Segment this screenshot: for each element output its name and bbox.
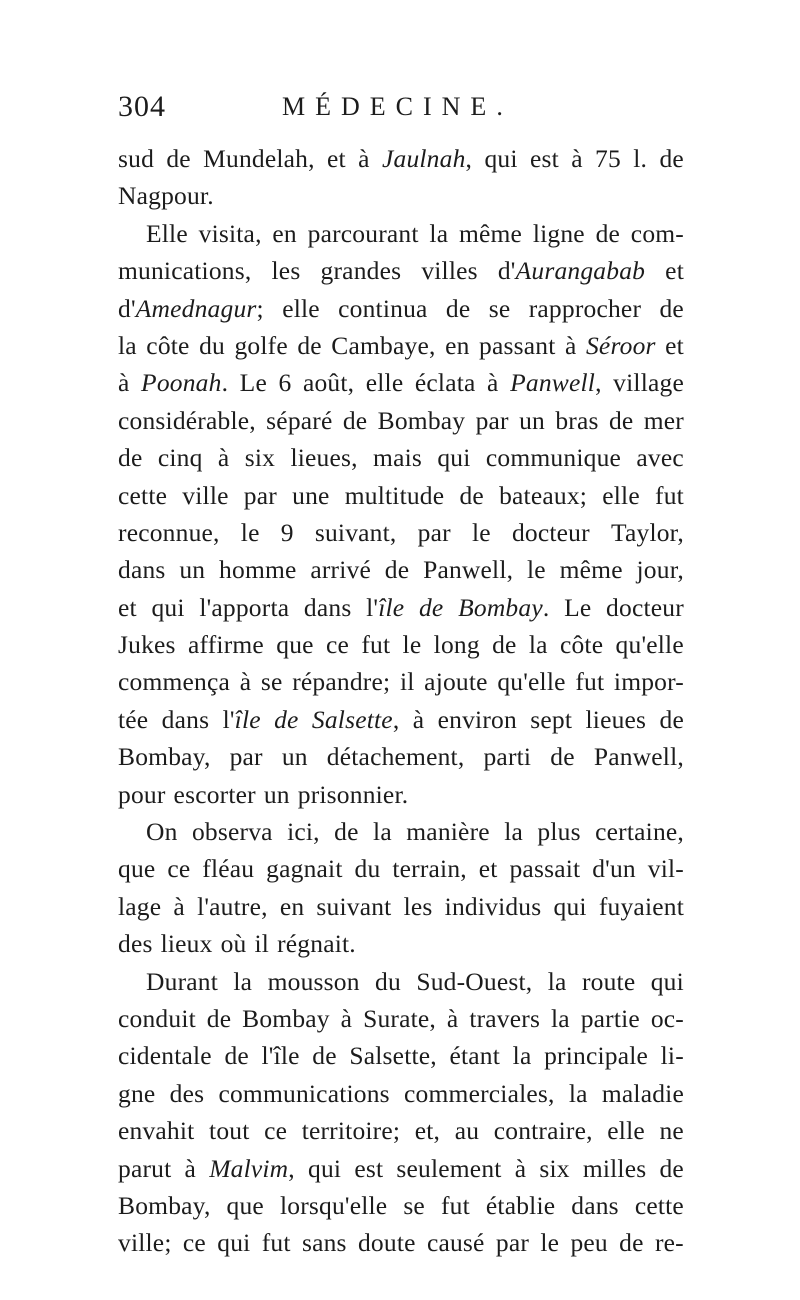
word: régnait.	[277, 929, 356, 959]
word: reconnue,	[118, 517, 220, 547]
word: à	[173, 891, 185, 921]
word: causé	[426, 1228, 485, 1258]
word: six	[244, 443, 276, 473]
word: fut	[655, 480, 684, 510]
word: à	[514, 1153, 527, 1183]
word: Salsette,	[311, 704, 400, 734]
word: Bombay.	[458, 592, 550, 622]
word: à	[412, 704, 425, 734]
text-line	[118, 888, 684, 925]
word: sept	[530, 704, 573, 734]
word: est	[529, 144, 559, 173]
text-line	[118, 1150, 684, 1187]
word: de	[608, 405, 634, 435]
word: Panwell,	[593, 742, 684, 772]
word: même	[458, 218, 523, 248]
word: de	[595, 218, 621, 248]
word: passait	[509, 854, 581, 884]
word: à	[340, 1003, 353, 1033]
word: Cambaye,	[331, 330, 436, 360]
word: Le	[239, 368, 267, 398]
text-line	[118, 813, 684, 850]
word: gne	[118, 1078, 156, 1108]
word: la	[233, 966, 253, 996]
word: bras	[555, 405, 599, 435]
word: l'île	[222, 704, 261, 734]
word: com-	[630, 218, 684, 248]
word: et	[665, 330, 684, 360]
word: Bombay,	[118, 742, 211, 772]
word: un	[263, 779, 290, 809]
word: se	[260, 667, 283, 697]
word: fut	[575, 667, 605, 697]
body-text	[118, 140, 684, 1262]
word: communique	[485, 443, 622, 473]
word: elle	[602, 480, 640, 510]
word: environ	[437, 704, 517, 734]
word: long	[433, 630, 480, 660]
word: l'autre,	[197, 891, 268, 921]
word: de	[550, 742, 575, 772]
word: mais	[373, 443, 423, 473]
word: Sud-Ouest,	[416, 966, 533, 996]
word: la	[504, 817, 523, 847]
word: même	[559, 555, 623, 585]
text-line	[118, 626, 684, 663]
word: jour,	[636, 555, 684, 585]
word: elle	[365, 368, 404, 398]
word: Poonah.	[141, 368, 229, 398]
word: la	[429, 218, 449, 248]
word: côte	[559, 630, 604, 660]
word: côte	[146, 330, 190, 360]
word: multitude	[344, 480, 445, 510]
word: Jaulnah,	[381, 144, 473, 173]
word: passant	[479, 330, 556, 360]
word: détachement,	[326, 742, 465, 772]
word: à	[446, 1003, 459, 1033]
text-line	[118, 551, 684, 588]
word: un	[519, 405, 545, 435]
text-line	[118, 963, 684, 1000]
word: affirme	[187, 630, 264, 660]
word: seulement	[396, 1153, 502, 1183]
word: six	[539, 1153, 570, 1183]
word: d'Aurangabab	[497, 256, 646, 286]
word: le	[402, 630, 422, 660]
text-line	[118, 738, 684, 775]
word: 75	[595, 144, 621, 173]
word: sans	[301, 1228, 347, 1258]
word: par	[417, 517, 451, 547]
word: que	[276, 630, 314, 660]
word: village	[613, 368, 684, 398]
word: de	[166, 144, 191, 173]
word: Bombay	[377, 405, 466, 435]
word: homme	[219, 555, 297, 585]
word: un	[179, 555, 206, 585]
word: à	[487, 368, 499, 398]
text-line	[118, 589, 684, 626]
text-line	[118, 776, 684, 813]
word: la	[118, 330, 137, 360]
word: ce	[264, 1116, 288, 1146]
word: impor-	[613, 667, 684, 697]
word: de	[274, 704, 299, 734]
text-line	[118, 1224, 684, 1261]
word: que	[118, 854, 156, 884]
word: Taylor,	[610, 517, 684, 547]
word: milles	[582, 1153, 647, 1183]
word: mousson	[267, 966, 360, 996]
word: maladie	[601, 1078, 684, 1108]
word: parti	[483, 742, 532, 772]
word: de	[297, 330, 322, 360]
word: de	[312, 1041, 337, 1071]
word: qui	[437, 443, 471, 473]
word: à	[564, 330, 577, 360]
word: la	[547, 966, 567, 996]
word: Surate,	[363, 1003, 436, 1033]
word: qu'elle	[615, 630, 684, 660]
text-line	[118, 1075, 684, 1112]
word: le	[240, 517, 260, 547]
word: les	[271, 256, 301, 286]
word: ce	[325, 630, 350, 660]
word: cidentale	[118, 1041, 212, 1071]
word: qui	[553, 891, 587, 921]
word: dans	[161, 704, 210, 734]
word: docteur	[606, 592, 684, 622]
word: le	[527, 555, 546, 585]
word: de	[118, 443, 143, 473]
word: qui	[308, 1153, 342, 1183]
word: au	[454, 1116, 480, 1146]
word: avec	[636, 443, 684, 473]
word: où	[220, 929, 247, 959]
word: Elle	[146, 218, 188, 248]
word: et	[327, 144, 346, 173]
word: commerciales,	[404, 1078, 555, 1108]
word: une	[292, 480, 330, 510]
word: par	[475, 405, 509, 435]
text-line	[118, 850, 684, 887]
word: li-	[660, 1041, 684, 1071]
word: de	[445, 293, 471, 323]
word: de	[659, 1153, 684, 1183]
word: bateaux;	[499, 480, 588, 510]
word: conduit	[118, 1003, 196, 1033]
word: munications,	[118, 256, 252, 286]
word: l'île	[366, 592, 405, 622]
word: d'un	[592, 854, 636, 884]
word: le	[540, 1228, 560, 1258]
word: de	[224, 1041, 249, 1071]
word: docteur	[511, 517, 590, 547]
word: Panwell,	[510, 368, 602, 398]
word: tout	[209, 1116, 250, 1146]
word: Mundelah,	[203, 144, 315, 173]
word: à	[184, 1153, 197, 1183]
text-line	[118, 252, 684, 289]
word: oc-	[650, 1003, 684, 1033]
word: continua	[338, 293, 428, 323]
word: Le	[564, 592, 592, 622]
word: rapprocher	[528, 293, 642, 323]
word: ne	[659, 1116, 684, 1146]
word: en	[272, 218, 297, 248]
word: escorter	[173, 779, 256, 809]
word: lage	[118, 891, 162, 921]
word: établie	[485, 1190, 556, 1220]
word: éclata	[414, 368, 476, 398]
text-line	[118, 364, 684, 401]
word: suivant,	[314, 517, 397, 547]
word: 6	[278, 368, 292, 398]
word: Bombay	[242, 1003, 330, 1033]
word: elle	[607, 1116, 645, 1146]
word: des	[169, 1078, 205, 1108]
word: qui	[484, 144, 518, 173]
word: l'apporta	[199, 592, 290, 622]
word: travers	[469, 1003, 541, 1033]
text-line	[118, 327, 684, 364]
word: et	[118, 592, 137, 622]
word: de	[659, 293, 684, 323]
word: de	[659, 704, 684, 734]
word: observa	[191, 817, 273, 847]
word: par	[495, 1228, 530, 1258]
word: Panwell,	[423, 555, 514, 585]
word: considérable,	[118, 405, 256, 435]
text-line	[118, 402, 684, 439]
word: par	[243, 480, 277, 510]
word: se	[488, 293, 511, 323]
word: ville;	[118, 1228, 172, 1258]
word: de	[619, 1228, 644, 1258]
word: et	[665, 256, 684, 286]
word: Durant	[146, 966, 219, 996]
word: fléau	[202, 854, 255, 884]
word: le	[471, 517, 491, 547]
word: de	[342, 405, 368, 435]
word: d'Amednagur;	[118, 293, 264, 323]
word: août,	[302, 368, 355, 398]
word: prisonnier.	[297, 779, 409, 809]
page-header	[118, 90, 688, 130]
text-line	[118, 140, 684, 177]
word: fut	[440, 1190, 470, 1220]
word: des	[118, 929, 153, 959]
word: étant	[449, 1041, 501, 1071]
word: Bombay,	[118, 1190, 211, 1220]
word: lieux	[160, 929, 213, 959]
word: parcourant	[307, 218, 419, 248]
word: manière	[406, 817, 490, 847]
word: vil-	[647, 854, 684, 884]
word: communications	[218, 1078, 390, 1108]
word: la	[568, 1078, 588, 1108]
word: cette	[118, 480, 168, 510]
text-line	[118, 663, 684, 700]
word: par	[229, 742, 263, 772]
word: lieues	[585, 704, 647, 734]
word: On	[146, 817, 178, 847]
word: plus	[537, 817, 581, 847]
word: lorsqu'elle	[279, 1190, 388, 1220]
word: villes	[421, 256, 478, 286]
word: du	[199, 330, 225, 360]
word: partie	[580, 1003, 640, 1033]
word: lieues,	[290, 443, 358, 473]
text-line	[118, 701, 684, 738]
word: du	[354, 854, 381, 884]
word: Salsette,	[349, 1041, 437, 1071]
word: cette	[634, 1190, 684, 1220]
word: Nagpour.	[118, 181, 214, 211]
word: qui	[151, 592, 185, 622]
word: grandes	[320, 256, 402, 286]
word: en	[445, 330, 470, 360]
word: fut	[261, 1228, 291, 1258]
word: peu	[570, 1228, 608, 1258]
word: à	[358, 144, 370, 173]
text-line	[118, 477, 684, 514]
word: Jukes	[118, 630, 176, 660]
word: séparé	[266, 405, 333, 435]
word: en	[279, 891, 305, 921]
running-title: MÉDECINE.	[282, 92, 513, 121]
word: ligne	[532, 218, 585, 248]
word: est	[354, 1153, 384, 1183]
word: ajoute	[424, 667, 488, 697]
text-line	[118, 177, 684, 214]
word: suivant	[316, 891, 392, 921]
word: fuyaient	[598, 891, 684, 921]
word: dans	[118, 555, 166, 585]
word: la	[550, 1003, 570, 1033]
word: mer	[643, 405, 684, 435]
word: il	[399, 667, 415, 697]
word: de	[659, 144, 684, 173]
word: fut	[361, 630, 391, 660]
word: visita,	[198, 218, 262, 248]
word: à	[239, 667, 252, 697]
text-line	[118, 1112, 684, 1149]
word: il	[254, 929, 270, 959]
word: parut	[118, 1153, 172, 1183]
word: envahit	[118, 1116, 195, 1146]
word: qui	[650, 966, 684, 996]
word: re-	[654, 1228, 684, 1258]
page-number: 304	[118, 90, 166, 123]
word: contraire,	[493, 1116, 593, 1146]
text-line	[118, 215, 684, 252]
word: que	[226, 1190, 264, 1220]
word: golfe	[234, 330, 288, 360]
word: l.	[633, 144, 648, 173]
word: Séroor	[585, 330, 656, 360]
text-line	[118, 514, 684, 551]
word: l'île	[261, 1041, 300, 1071]
word: de	[334, 817, 359, 847]
word: les	[403, 891, 433, 921]
word: se	[403, 1190, 425, 1220]
word: cinq	[157, 443, 203, 473]
word: sud	[118, 144, 155, 173]
word: un	[281, 742, 308, 772]
word: de	[384, 555, 410, 585]
word: à	[118, 368, 130, 398]
word: et,	[414, 1116, 441, 1146]
text-line	[118, 1037, 684, 1074]
word: de	[459, 480, 484, 510]
word: ville	[182, 480, 229, 510]
word: de	[418, 592, 444, 622]
word: et	[478, 854, 498, 884]
word: terrain,	[392, 854, 467, 884]
word: gagnait	[266, 854, 343, 884]
word: dans	[303, 592, 352, 622]
word: ce	[182, 1228, 206, 1258]
word: la	[512, 1041, 532, 1071]
word: tée	[118, 704, 149, 734]
word: la	[528, 630, 548, 660]
word: du	[375, 966, 401, 996]
word: ce	[167, 854, 191, 884]
word: qu'elle	[497, 667, 566, 697]
text-line	[118, 290, 684, 327]
word: commença	[118, 667, 231, 697]
text-line	[118, 925, 684, 962]
word: individus	[444, 891, 542, 921]
word: elle	[282, 293, 320, 323]
word: de	[206, 1003, 232, 1033]
word: 9	[280, 517, 294, 547]
word: doute	[357, 1228, 416, 1258]
word: qui	[217, 1228, 251, 1258]
word: Malvim,	[209, 1153, 295, 1183]
word: ici,	[287, 817, 320, 847]
word: principale	[544, 1041, 649, 1071]
word: dans	[571, 1190, 619, 1220]
word: territoire;	[301, 1116, 401, 1146]
word: à	[571, 144, 583, 173]
word: arrivé	[310, 555, 371, 585]
word: certaine,	[595, 817, 684, 847]
text-line	[118, 1000, 684, 1037]
word: route	[581, 966, 636, 996]
word: répandre;	[292, 667, 391, 697]
text-line	[118, 439, 684, 476]
word: la	[373, 817, 392, 847]
text-line	[118, 1187, 684, 1224]
word: à	[217, 443, 230, 473]
word: pour	[118, 779, 166, 809]
word: de	[492, 630, 517, 660]
